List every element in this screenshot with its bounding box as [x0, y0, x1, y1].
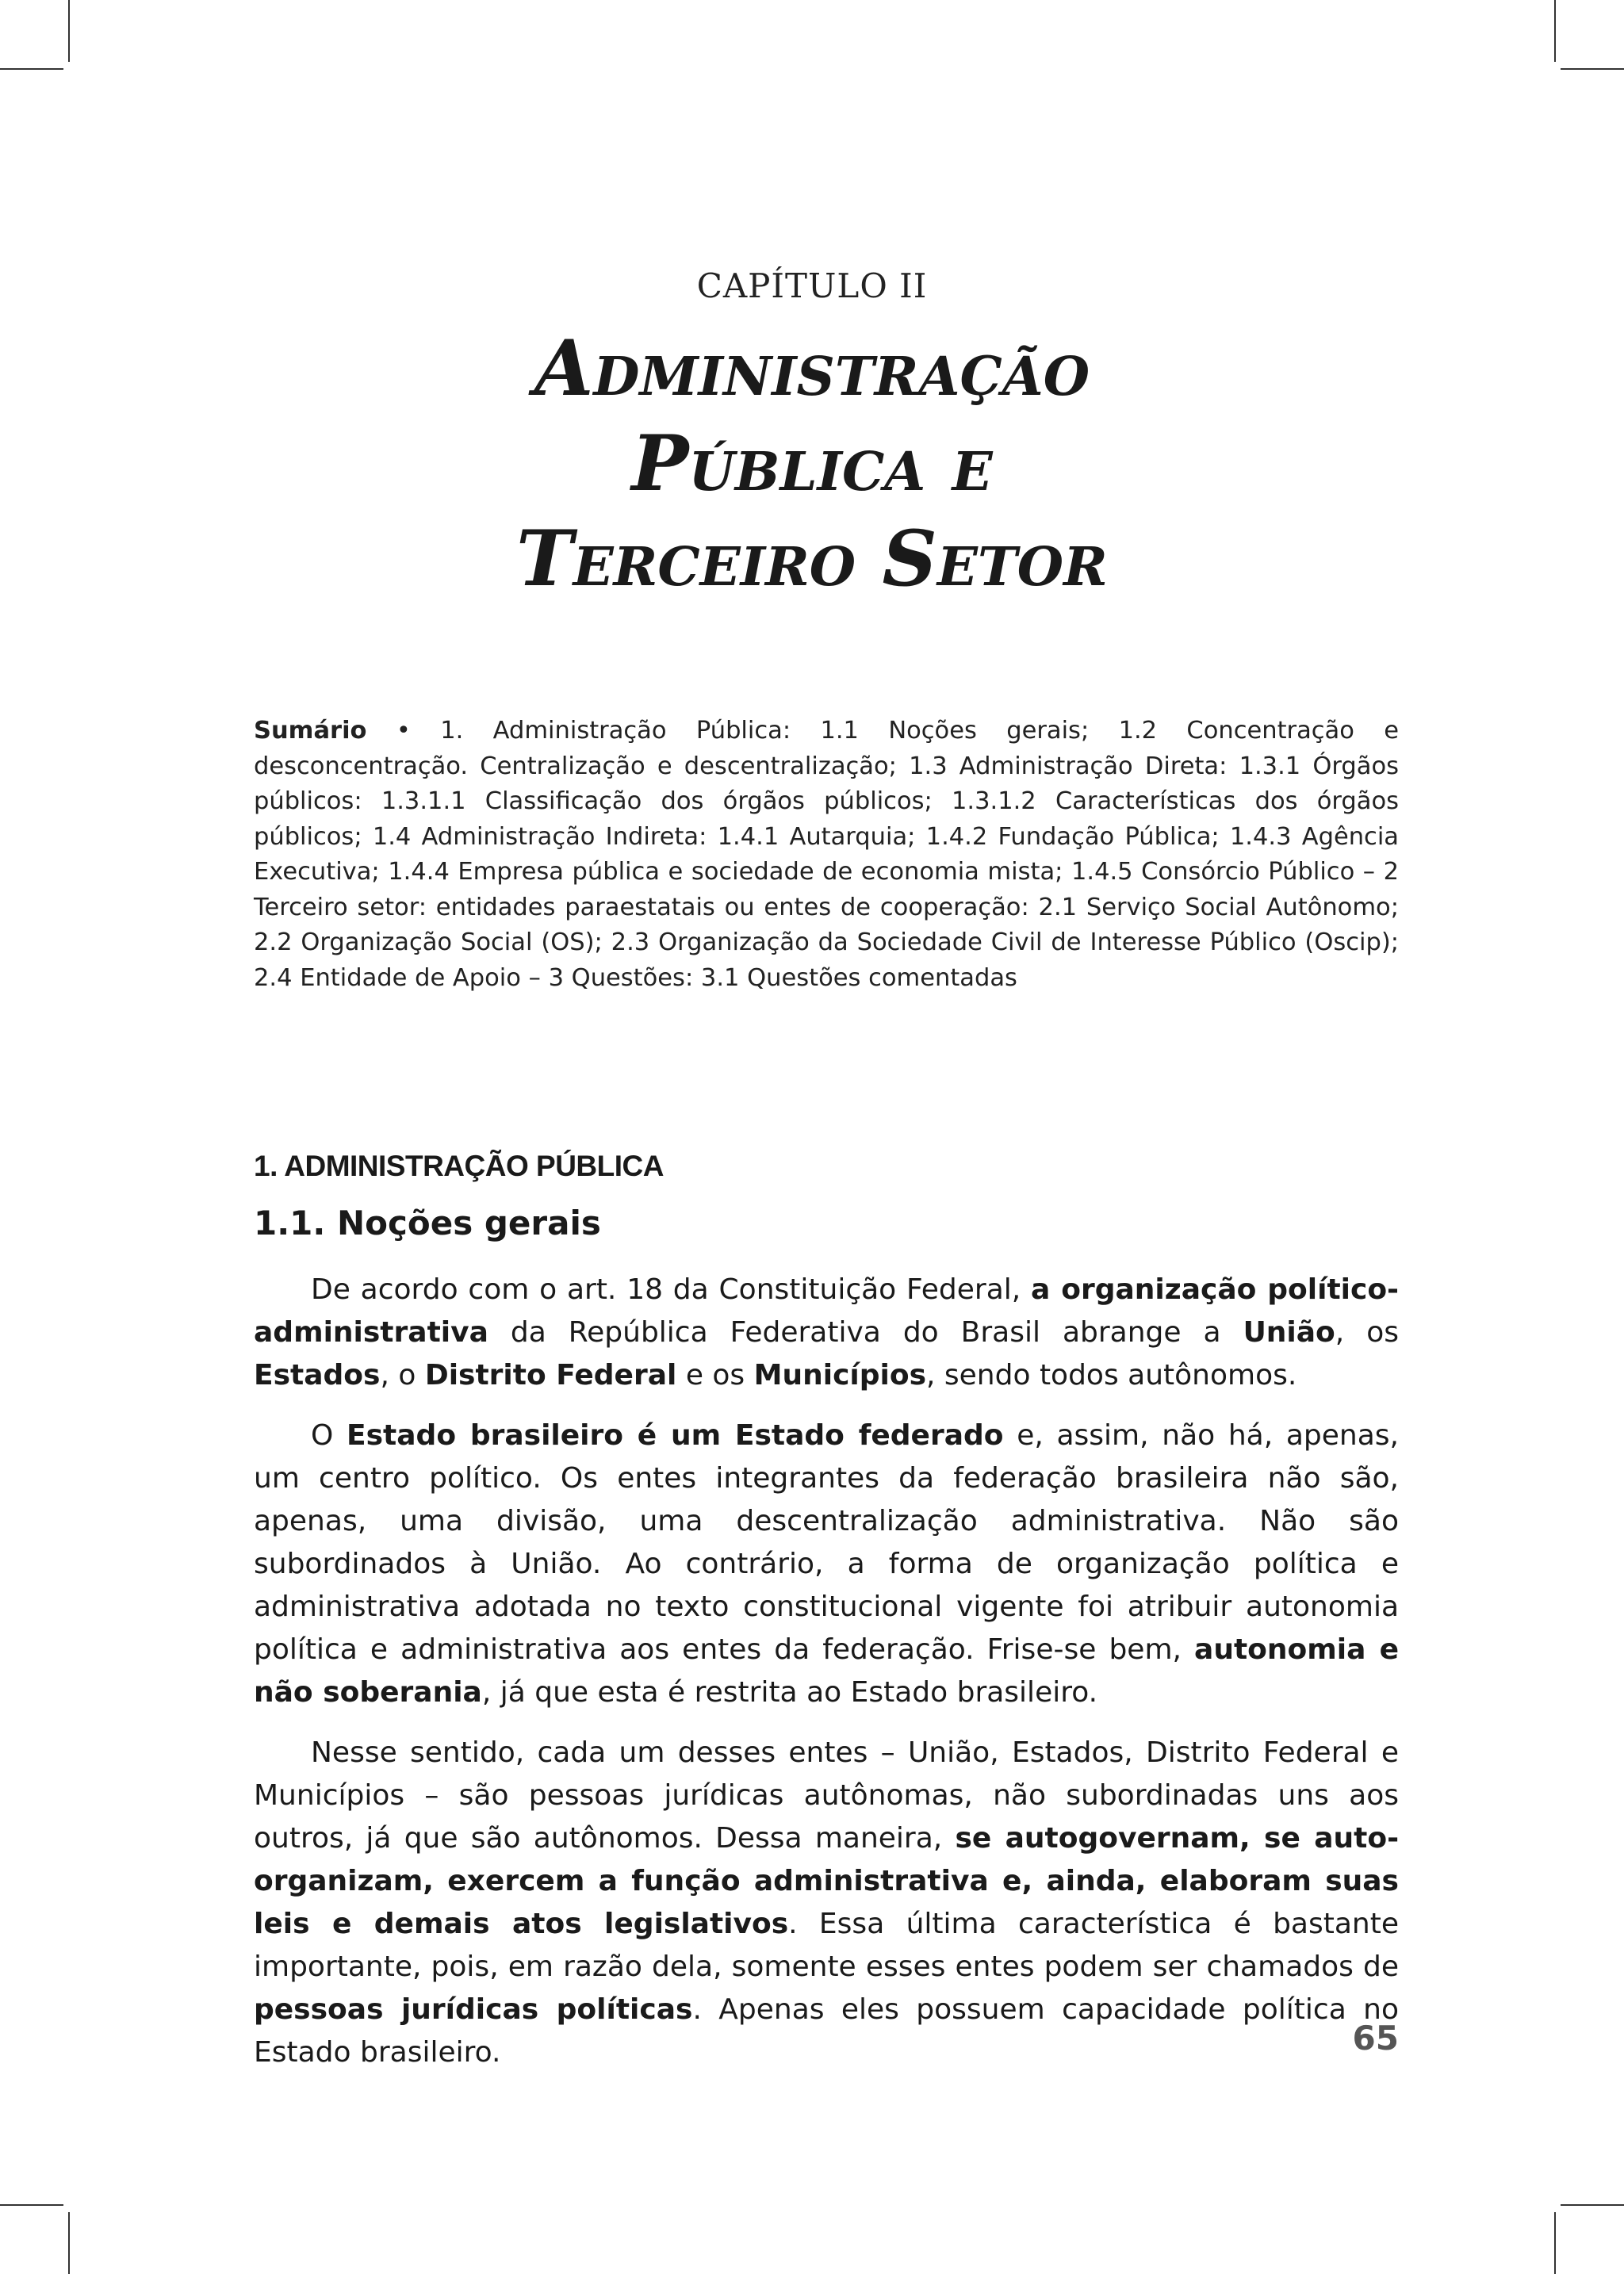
- section-heading: 1. ADMINISTRAÇÃO PÚBLICA: [254, 1150, 664, 1182]
- bold-run: Estado brasileiro é um Estado federado: [347, 1419, 1004, 1452]
- chapter-title-line-1: Administração: [534, 323, 1090, 413]
- crop-mark-bottom-left-vertical: [68, 2212, 70, 2274]
- text-run: , os: [1335, 1316, 1399, 1349]
- body-paragraph: [254, 1415, 1399, 1714]
- chapter-title-line-2: Pública e: [631, 419, 993, 508]
- text-run: e, assim, não há, apenas, um centro político. Os entes integrantes da federação brasileira não são, apenas, uma divisão, uma descentralização administrativa. Não são subordinados à União. Ao contrário, a forma de organização política e administrativa adotada no texto constitucional vigente foi atribuir autonomia política e administrativa aos entes da federação. Frise-se bem,: [254, 1419, 1399, 1666]
- bold-run: Estados: [254, 1359, 381, 1392]
- body-text: [254, 1269, 1399, 2092]
- text-run: e os: [676, 1359, 754, 1392]
- text-run: , sendo todos autônomos.: [926, 1359, 1297, 1392]
- crop-mark-top-right-vertical: [1554, 0, 1556, 62]
- crop-mark-top-right-horizontal: [1561, 68, 1624, 70]
- subsection-heading: 1.1. Noções gerais: [254, 1204, 601, 1242]
- crop-mark-bottom-right-vertical: [1554, 2212, 1556, 2274]
- text-run: Nesse sentido, cada um desses entes – União, Estados, Distrito Federal e Municípios – são pessoas jurídicas autônomas, não subordinadas uns aos outros, já que são autônomos. Dessa maneira,: [254, 1736, 1399, 1855]
- text-run: . Essa última característica é bastante importante, pois, em razão dela, somente esses entes podem ser chamados de: [254, 1908, 1400, 1983]
- chapter-label: CAPÍTULO II: [696, 266, 928, 305]
- text-run: O: [311, 1419, 347, 1452]
- body-paragraph: [254, 1732, 1399, 2074]
- text-run: , o: [380, 1359, 425, 1392]
- bold-run: a organização político-administrativa: [254, 1273, 1400, 1349]
- crop-mark-top-left-vertical: [68, 0, 70, 62]
- page-number: 65: [1352, 2019, 1399, 2058]
- chapter-title: [0, 321, 1624, 607]
- summary-lead: Sumário: [254, 717, 367, 745]
- text-run: De acordo com o art. 18 da Constituição Federal,: [311, 1273, 1032, 1306]
- crop-mark-bottom-right-horizontal: [1561, 2204, 1624, 2206]
- body-paragraph: [254, 1269, 1399, 1397]
- bold-run: União: [1243, 1316, 1335, 1349]
- text-run: da República Federativa do Brasil abrange a: [488, 1316, 1243, 1349]
- summary-separator: •: [366, 717, 441, 745]
- summary-text: 1. Administração Pública: 1.1 Noções gerais; 1.2 Concentração e desconcentração. Centralização e descentralização; 1.3 Administração Direta: 1.3.1 Órgãos públicos: 1.3.1.1 Classificação dos órgãos públicos; 1.3.1.2 Características dos órgãos públicos; 1.4 Administração Indireta: 1.4.1 Autarquia; 1.4.2 Fundação Pública; 1.4.3 Agência Executiva; 1.4.4 Empresa pública e sociedade de economia mista; 1.4.5 Consórcio Público – 2 Terceiro setor: entidades paraestatais ou entes de cooperação: 2.1 Serviço Social Autônomo; 2.2 Organização Social (OS); 2.3 Organização da Sociedade Civil de Interesse Público (Oscip); 2.4 Entidade de Apoio – 3 Questões: 3.1 Questões comentadas: [254, 717, 1399, 992]
- bold-run: Distrito Federal: [424, 1359, 677, 1392]
- crop-mark-bottom-left-horizontal: [0, 2204, 63, 2206]
- chapter-title-line-3: Terceiro Setor: [516, 514, 1108, 603]
- bold-run: Municípios: [753, 1359, 927, 1392]
- text-run: , já que esta é restrita ao Estado brasileiro.: [481, 1676, 1098, 1709]
- bold-run: autonomia e não soberania: [254, 1633, 1399, 1709]
- text-run: . Apenas eles possuem capacidade política no Estado brasileiro.: [254, 1993, 1399, 2069]
- crop-mark-top-left-horizontal: [0, 68, 63, 70]
- bold-run: se autogovernam, se auto-organizam, exercem a função administrativa e, ainda, elaboram suas leis e demais atos legislativos: [254, 1822, 1400, 1940]
- bold-run: pessoas jurídicas políticas: [254, 1993, 693, 2026]
- chapter-summary: [254, 714, 1399, 996]
